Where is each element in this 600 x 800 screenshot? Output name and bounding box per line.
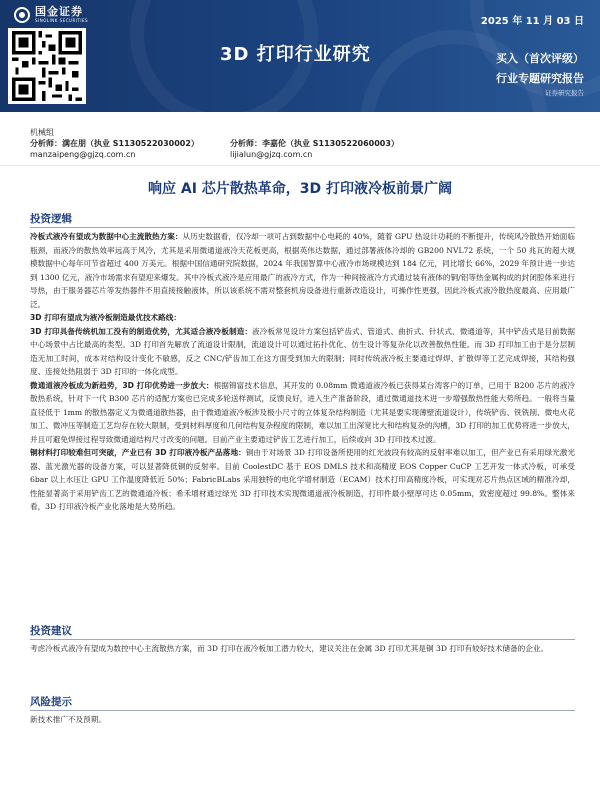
report-type: 行业专题研究报告 bbox=[496, 72, 584, 85]
analyst-info bbox=[30, 127, 399, 160]
logo-text-cn: 国金证券 bbox=[35, 5, 83, 18]
analyst-1: 分析师：满在朋（执业 S1130522030002） bbox=[30, 139, 199, 148]
logo-text-en: SINOLINK SECURITIES bbox=[35, 18, 89, 23]
paragraph-body: 从历史数据看，仅冷却一项可占到数据中心电耗的 40%，随着 GPU 热设计功耗的不断提升，传统风冷散热开始面临瓶颈，而液冷的散热效率远高于风冷，尤其是采用微通道液冷天花板更高，根据英伟达数据，通过部署液体冷却的 GB200 NVL72 系统，一个 50 兆瓦的超大规模数据中心每年可节省超过 400 万美元。根据中国信通研究院数据，2024 年我国智算中心液冷市场规模达到 184 亿元，同比增长 66%，2029 年预计进一步达到 1300 亿元，液冷市场需求有望迎来爆发。其中冷板式液冷是应用最广的液冷方式，作为一种间接液冷方式通过装有液体的铜/铝等热金属构成的封闭腔体来进行导热，由于服务器芯片等发热器件不用直接接触液体，所以该系统不需对整套机房设备进行重新改造设计，可操作性更强，因此冷板式液冷散热度最高、应用最广泛。 bbox=[30, 232, 575, 309]
divider bbox=[0, 165, 600, 166]
paragraph-lead: 铜材料打印较难但可突破，产业已有 3D 打印液冷板产品落地： bbox=[30, 448, 246, 457]
analyst-2-email[interactable]: lijialun@gjzq.com.cn bbox=[230, 150, 313, 159]
headline: 响应 AI 芯片散热革命，3D 打印液冷板前景广阔 bbox=[147, 181, 453, 197]
rating: 买入（首次评级） bbox=[496, 52, 584, 65]
department-label: 证券研究报告 bbox=[545, 89, 584, 97]
report-header bbox=[0, 0, 600, 112]
section-title: 投资逻辑 bbox=[30, 213, 72, 225]
sinolink-logo-icon bbox=[14, 7, 30, 23]
group-label: 机械组 bbox=[30, 128, 54, 137]
paragraph-lead: 微通道液冷板成为新趋势，3D 打印优势进一步放大： bbox=[30, 380, 214, 390]
paragraph-lead: 3D 打印具备传统机加工没有的制造优势，尤其适合液冷板制造： bbox=[30, 326, 253, 336]
paragraph-lead: 冷板式液冷有望成为数据中心主流散热方案： bbox=[30, 232, 183, 241]
investment-advice-section bbox=[30, 624, 575, 656]
paragraph bbox=[30, 230, 575, 311]
section-title: 风险提示 bbox=[30, 696, 72, 708]
analyst-2: 分析师：李嘉伦（执业 S1130522060003） bbox=[230, 139, 399, 148]
paragraph-body: 根据锦富技术信息，其开发的 0.08mm 微通道液冷板已获得某台湾客户的订单，已用于 B200 芯片的液冷散热系统，针对下一代 B300 芯片的适配方案也已完成多轮送样测试，反馈良好，进入生产准备阶段，通过微通道技术进一步增强散热性能大势所趋。一般将当量直径低于 1mm 的散热器定义为微通道散热器，由于微通道液冷板涉及极小尺寸的立体复杂结构制造（尤其是要实现薄壁流道设计），传统铲齿、铣铣削、微电火花加工、微冲压等制造工艺均存在较大限制，受到材料厚度和几何结构复杂程度的限制，难以加工出深宽比大和结构复杂的沟槽，3D 打印的加工优势将进一步放大，并且可避免焊接过程导致微通道结构尺寸改变的问题。目前产业主要通过铲齿工艺进行加工，后续或向 3D 打印技术过渡。 bbox=[30, 380, 575, 444]
qr-code-icon bbox=[8, 28, 86, 104]
paragraph: 新技术推广不及预期。 bbox=[30, 715, 106, 724]
paragraph bbox=[30, 379, 575, 447]
report-title: 3D 打印行业研究 bbox=[220, 44, 371, 65]
report-date: 2025 年 11 月 03 日 bbox=[480, 16, 584, 27]
investment-logic-section bbox=[30, 212, 575, 514]
section-rule bbox=[30, 710, 575, 711]
section-rule bbox=[30, 639, 575, 640]
paragraph bbox=[30, 325, 575, 379]
subheading: 3D 打印有望成为液冷板制造最优技术路线： bbox=[30, 313, 181, 322]
paragraph-body: 铜由于对场景 3D 打印设备所使用的红光波段有较高的反射率难以加工，但产业已有采用绿光激光器、蓝光激光器的设备方案，可以显著降低铜的反射率。目前 CoolestDC 基于 EOS DMLS 技术和高精度 EOS Copper CuCP 工艺开发一体式冷板，可承受 6bar 以上水压让 GPU 工作温度降低近 50%；FabricBLabs 采用独特的电化学增材制造（ECAM）技术打印高精度冷板，可实现对芯片热点区域的精准冷却，性能显著高于采用铲齿工艺的微通道冷板；希禾增材通过绿光 3D 打印技术实现微通道液冷板制造，打印件最小壁厚可达 0.05mm，致密度超过 99.8%。整体来看，3D 打印液冷板产业化落地是大势所趋。 bbox=[30, 448, 575, 511]
paragraph bbox=[30, 446, 575, 514]
paragraph-body: 液冷板常见设计方案包括铲齿式、管道式、曲折式、针状式、微通道等，其中铲齿式是目前数据中心场景中占比最高的类型。3D 打印首先解放了流道设计限制，流道设计可以通过拓扑优化、仿生设计等复杂化以改善散热性能。而 3D 打印加工由于是分层制造无加工时间，成本对结构设计变化不敏感，反之 CNC/铲齿加工在这方面受到加大的限制；同时传统液冷板主要通过焊焊、扩散焊等工艺完成焊接，其结构强度、连接处热阻弱于 3D 打印的一体化成型。 bbox=[30, 326, 576, 376]
section-title: 投资建议 bbox=[30, 625, 72, 637]
section-rule bbox=[30, 227, 575, 228]
analyst-1-email[interactable]: manzaipeng@gjzq.com.cn bbox=[30, 150, 136, 159]
risk-section bbox=[30, 695, 575, 727]
company-logo bbox=[14, 6, 88, 23]
paragraph: 考虑冷板式液冷有望成为数控中心主流散热方案，而 3D 打印在液冷板加工潜力较大，建议关注在金属 3D 打印尤其是铜 3D 打印有较好技术储备的企业。 bbox=[30, 644, 549, 653]
